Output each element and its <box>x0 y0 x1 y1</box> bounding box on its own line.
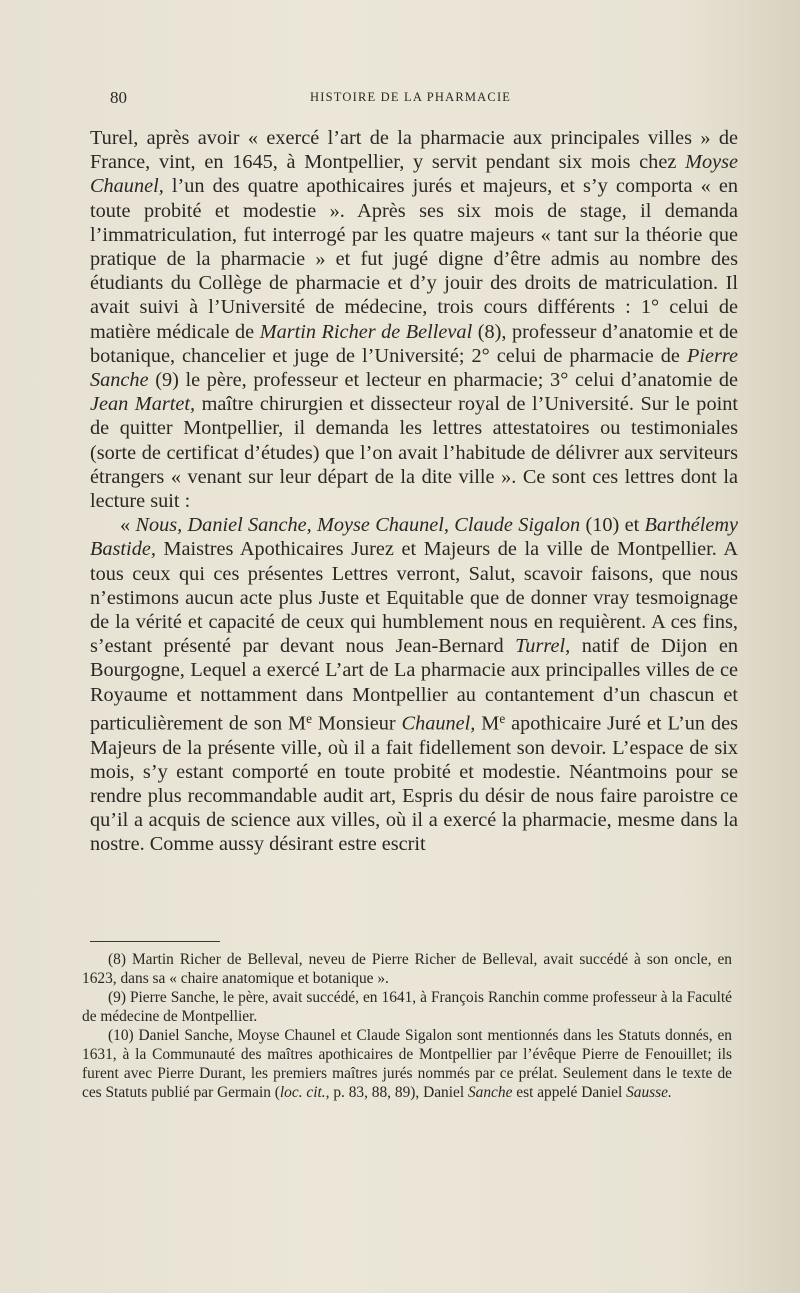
text-segment: p. 83, 88, 89), Daniel <box>329 1084 468 1101</box>
text-segment: (10) Daniel Sanche, Moyse Chaunel et Claude Sigalon sont mentionnés dans les Statuts donnés, en 1631, à la Communauté des maîtres apothicaires de Montpellier par l’évêque Pierre de Fenouillet; ils furent avec Pierre Durant, les premiers maîtres jurés nommés par ce prélat. Seulement dans le texte de ces Statuts publié par Germain ( <box>82 1027 732 1101</box>
italic-name: Chaunel, <box>401 712 476 735</box>
text-segment: (10) et <box>580 514 645 537</box>
footnote-divider <box>90 941 220 942</box>
italic-name: Jean Martet, <box>90 393 196 416</box>
italic-text: Sanche <box>467 1084 513 1101</box>
text-segment: (8), professeur d’anatomie et de botanique, chancelier et juge de l’Université; 2° celui de pharmacie de <box>90 320 738 367</box>
superscript: e <box>306 710 312 726</box>
text-segment: l’un des quatre apothicaires jurés et majeurs, et s’y comporta « en toute probité et modestie ». Après ses six mois de stage, il demanda l’immatriculation, fut interrogé par les quatre majeurs « tant sur la théorie que pratique de la pharmacie » et fut jugé digne d’être admis au nombre des étudiants du Collège de pharmacie et d’y jouir des droits de matriculation. Il avait suivi à l’Université de médecine, trois cours différents : 1° celui de matière médicale de <box>90 175 738 343</box>
text-segment: M <box>475 712 500 735</box>
footnote-8: (8) Martin Richer de Belleval, neveu de Pierre Richer de Belleval, avait succédé à son oncle, en 1623, dans sa « chaire anatomique et botanique ». <box>82 951 732 987</box>
text-segment: maître chirurgien et dissecteur royal de l’Université. Sur le point de quitter Montpellier, il demanda les lettres attestatoires ou testimoniales (sorte de certificat d’études) que l’on avait l’habitude de délivrer aux serviteurs étrangers « venant sur leur départ de la dite ville ». Ce sont ces lettres dont la lecture suit : <box>90 393 738 513</box>
main-text <box>90 126 738 857</box>
paragraph-letter-quote <box>90 513 738 856</box>
text-segment: Maistres Apothicaires Jurez et Majeurs de la ville de Montpellier. A tous ceux qui ces présentes Lettres verront, Salut, scavoir faisons, que nous n’estimons aucun acte plus Juste et Equitable que de donner vray tesmoignage de la vérité et capacité de ceux qui humblement nous en requièrent. A ces fins, s’estant présenté par devant nous Jean-Bernard <box>90 538 738 658</box>
footnotes <box>82 950 732 1102</box>
text-segment: natif de Dijon en Bourgogne, Lequel a exercé L’art de La pharmacie aux principalles villes de ce Royaume et nottamment dans Montpellier au contantement d’un chascun et particulièrement de son M <box>90 635 738 735</box>
text-segment: est appelé Daniel <box>512 1084 627 1101</box>
italic-name: Turrel, <box>515 635 571 658</box>
page-header <box>110 88 730 112</box>
page-number: 80 <box>110 88 127 107</box>
italic-name: Pierre Sanche <box>90 344 738 392</box>
text-segment: Turel, après avoir « exercé l’art de la pharmacie aux principales villes » de France, vint, en 1645, à Montpellier, y servit pendant six mois chez <box>90 127 738 174</box>
italic-name: Moyse Chaunel, <box>90 151 738 198</box>
superscript: e <box>499 710 506 726</box>
italic-text: loc. cit., <box>279 1084 330 1101</box>
footnote-9: (9) Pierre Sanche, le père, avait succédé, en 1641, à François Ranchin comme professeur à la Faculté de médecine de Montpellier. <box>82 989 732 1025</box>
italic-name: Barthélemy Bastide, <box>90 514 738 561</box>
text-segment: apothicaire Juré et L’un des Majeurs de la présente ville, où il a fait fidellement son devoir. L’espace de six mois, s’y estant comporté en toute probité et modestie. Néantmoins pour se rendre plus recommandable audit art, Espris du désir de nous faire paroistre ce qu’il a acquis de science aux villes, où il a exercé la pharmacie, mesme dans la nostre. Comme aussy désirant estre escrit <box>90 712 738 856</box>
footnote-10 <box>82 1026 732 1102</box>
text-segment: Monsieur <box>311 712 402 735</box>
italic-name: Martin Richer de Belleval <box>259 320 473 343</box>
text-segment: « <box>120 514 136 537</box>
italic-name: Nous, Daniel Sanche, Moyse Chaunel, Claude Sigalon <box>135 514 581 537</box>
paragraph-turel <box>90 126 738 513</box>
running-title: HISTOIRE DE LA PHARMACIE <box>310 90 512 104</box>
italic-text: Sausse. <box>626 1084 672 1101</box>
text-segment: (9) le père, professeur et lecteur en pharmacie; 3° celui d’anatomie de <box>148 369 738 392</box>
